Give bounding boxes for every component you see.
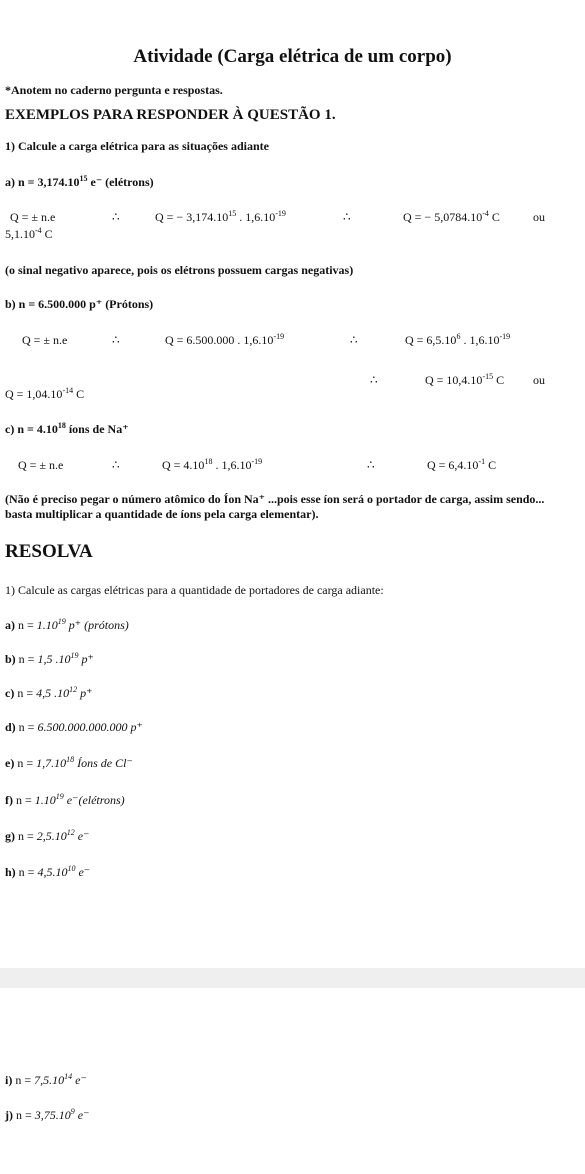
exercise-item-d: d) n = 6.500.000.000.000 p⁺: [5, 720, 143, 734]
therefore-symbol: ∴: [343, 210, 351, 224]
exercise-item-e: e) $n = 1,7.10^{18}$ Íons de Cl⁻: [5, 755, 133, 770]
example-b-scientific: $Q = 6,5.10^6$ . $1,6.10^{-19}$: [405, 332, 511, 347]
therefore-symbol: ∴: [112, 458, 120, 472]
example-b-label: b) n = 6.500.000 p⁺ (Prótons): [5, 297, 154, 311]
example-b-alt-result: $Q = 1,04.10^{-14}$ C: [5, 386, 85, 401]
example-c-substitution: $Q = 4.10^{18}$ . $1,6.10^{-19}$: [162, 457, 263, 472]
exercise-item-f: f) $n = 1.10^{19}$ e⁻(elétrons): [5, 792, 125, 807]
exercise-item-c: c) n = 4,5 $.10^{12}$ p⁺: [5, 685, 93, 700]
exercise-item-j: j) $n = 3,75.10^9$ e⁻: [5, 1107, 90, 1122]
page-break: [0, 968, 585, 988]
example-a-formula: Q = ± n.e: [10, 210, 56, 224]
exercise-item-g: g) $n = 2,5.10^{12}$ e⁻: [5, 828, 90, 843]
example-a-note: (o sinal negativo aparece, pois os elétrons possuem cargas negativas): [5, 263, 354, 277]
example-b-substitution: Q = 6.500.000 . $1,6.10^{-19}$: [165, 332, 285, 347]
or-word: ou: [533, 210, 545, 224]
therefore-symbol: ∴: [350, 333, 358, 347]
example-c-note: (Não é preciso pegar o número atômico do Íon Na⁺ ...pois esse íon será o portador de carga, assim sendo... basta multiplicar a quantidade de íons pela carga elementar).: [5, 492, 545, 521]
exercise-item-i: i) $n = 7,5.10^{14}$ e⁻: [5, 1072, 87, 1087]
example-a-label: a) $n = 3,174.10^{15}$ e⁻ (elétrons): [5, 174, 154, 189]
example-a-result: Q = − $5,0784.10^{-4}$ C: [403, 209, 500, 224]
resolva-heading: RESOLVA: [5, 541, 93, 562]
exercise-item-h: h) $n = 4,5.10^{10}$ e⁻: [5, 864, 91, 879]
example-c-result: $Q = 6,4.10^{-1}$ C: [427, 457, 497, 472]
example-a-alt-result: $5,1.10^{-4}$ C: [5, 226, 53, 241]
example-c-formula: Q = ± n.e: [18, 458, 64, 472]
example-b-result: $Q = 10,4.10^{-15}$ C: [425, 372, 505, 387]
therefore-symbol: ∴: [112, 333, 120, 347]
examples-question: 1) Calcule a carga elétrica para as situações adiante: [5, 139, 269, 153]
therefore-symbol: ∴: [367, 458, 375, 472]
exercise-question: 1) Calcule as cargas elétricas para a quantidade de portadores de carga adiante:: [5, 583, 384, 597]
therefore-symbol: ∴: [370, 373, 378, 387]
example-a-substitution: Q = − $3,174.10^{15}$ . $1,6.10^{-19}$: [155, 209, 286, 224]
example-c-label: c) $n = 4.10^{18}$ íons de Na⁺: [5, 421, 129, 436]
page-title: Atividade (Carga elétrica de um corpo): [133, 46, 452, 67]
or-word: ou: [533, 373, 545, 387]
therefore-symbol: ∴: [112, 210, 120, 224]
exercise-item-b: b) n = 1,5 $.10^{19}$ p⁺: [5, 651, 94, 666]
examples-heading: EXEMPLOS PARA RESPONDER À QUESTÃO 1.: [5, 107, 336, 123]
example-b-formula: Q = ± n.e: [22, 333, 68, 347]
exercise-item-a: a) $n = 1.10^{19}$ p⁺ (prótons): [5, 617, 129, 632]
instruction-note: *Anotem no caderno pergunta e respostas.: [5, 83, 223, 97]
